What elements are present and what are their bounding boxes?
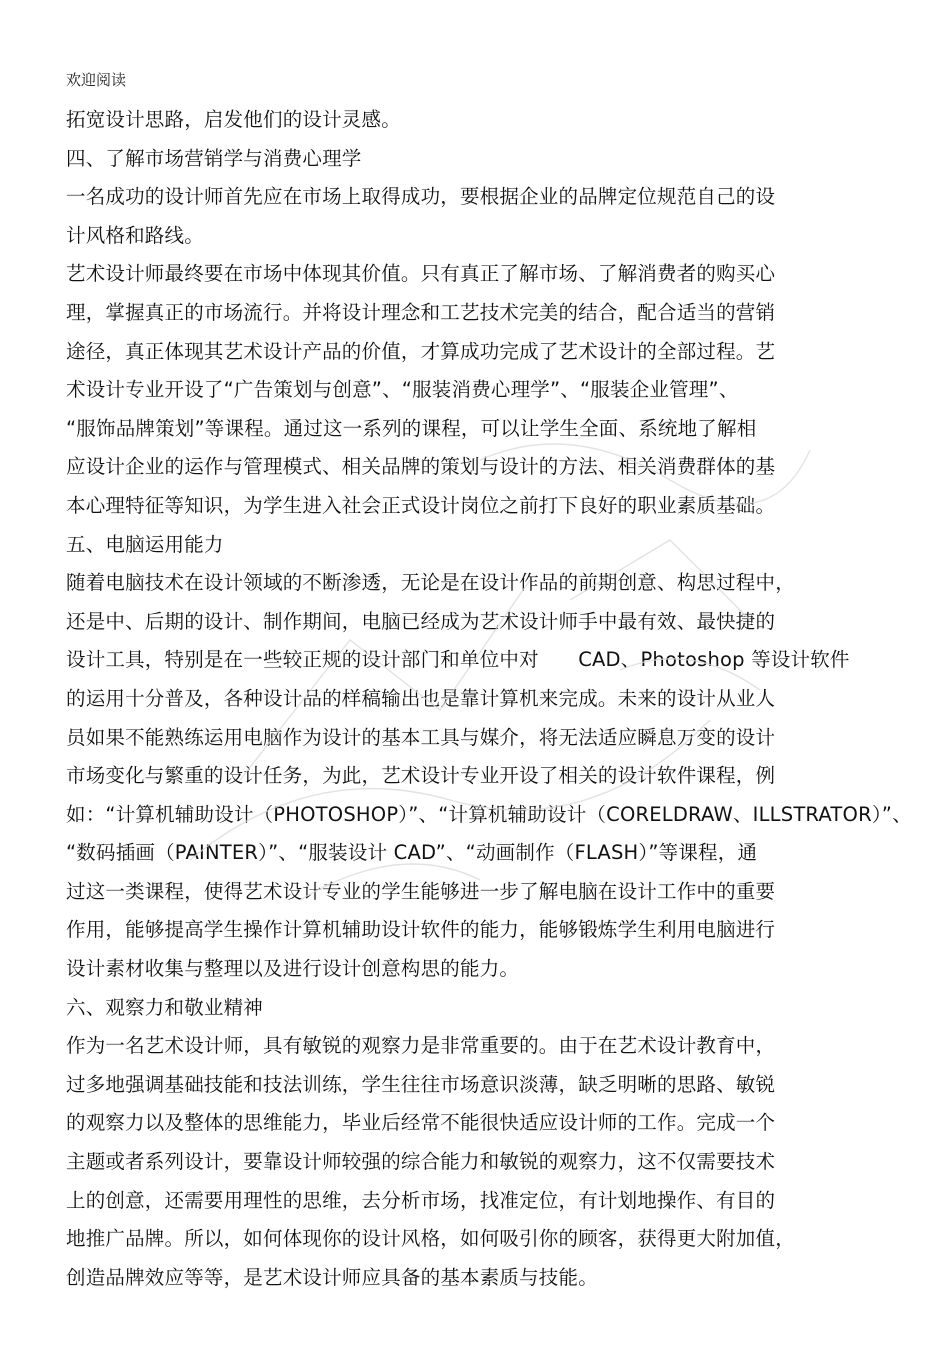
text-line: 过多地强调基础技能和技法训练，学生往往市场意识淡薄，缺乏明晰的思路、敏锐 — [66, 1072, 776, 1096]
page-header-label: 欢迎阅读 — [66, 71, 127, 89]
text-line: 地推广品牌。所以，如何体现你的设计风格，如何吸引你的顾客，获得更大附加值， — [66, 1227, 795, 1251]
text-line: 设计工具，特别是在一些较正规的设计部门和单位中对 CAD、Photoshop 等设计软件 — [66, 648, 850, 672]
text-line: “服饰品牌策划”等课程。通过这一系列的课程，可以让学生全面、系统地了解相 — [66, 416, 757, 440]
text-line: 设计素材收集与整理以及进行设计创意构思的能力。 — [66, 957, 520, 981]
text-line: 本心理特征等知识，为学生进入社会正式设计岗位之前打下良好的职业素质基础。 — [66, 493, 776, 517]
text-line: 一名成功的设计师首先应在市场上取得成功，要根据企业的品牌定位规范自己的设 — [66, 185, 776, 209]
text-line: 应设计企业的运作与管理模式、相关品牌的策划与设计的方法、相关消费群体的基 — [66, 455, 776, 479]
text-line: 作为一名艺术设计师，具有敏锐的观察力是非常重要的。由于在艺术设计教育中， — [66, 1034, 776, 1058]
text-line: 上的创意，还需要用理性的思维，去分析市场，找准定位，有计划地操作、有目的 — [66, 1188, 776, 1212]
text-line: 术设计专业开设了“广告策划与创意”、“服装消费心理学”、“服装企业管理”、 — [66, 378, 739, 402]
body-text — [66, 101, 912, 1297]
text-line: 员如果不能熟练运用电脑作为设计的基本工具与媒介，将无法适应瞬息万变的设计 — [66, 725, 776, 749]
text-line: 拓宽设计思路，启发他们的设计灵感。 — [66, 108, 401, 131]
text-line: 艺术设计师最终要在市场中体现其价值。只有真正了解市场、了解消费者的购买心 — [66, 262, 776, 286]
section-heading: 六、观察力和敬业精神 — [66, 995, 264, 1019]
section-heading: 四、了解市场营销学与消费心理学 — [66, 146, 362, 170]
section-heading: 五、电脑运用能力 — [66, 532, 224, 556]
text-line: 途径，真正体现其艺术设计产品的价值，才算成功完成了艺术设计的全部过程。艺 — [66, 339, 776, 363]
text-line: 市场变化与繁重的设计任务，为此，艺术设计专业开设了相关的设计软件课程，例 — [66, 764, 776, 788]
text-line: 如：“计算机辅助设计（PHOTOSHOP）”、“计算机辅助设计（CORELDRAW、ILLSTRATOR）”、 — [66, 802, 912, 826]
text-line: 理，掌握真正的市场流行。并将设计理念和工艺技术完美的结合，配合适当的营销 — [66, 300, 776, 324]
text-line: 还是中、后期的设计、制作期间，电脑已经成为艺术设计师手中最有效、最快捷的 — [66, 609, 776, 633]
text-line: 计风格和路线。 — [66, 223, 204, 247]
text-line: 作用，能够提高学生操作计算机辅助设计软件的能力，能够锻炼学生利用电脑进行 — [66, 918, 776, 942]
text-line: 的运用十分普及，各种设计品的样稿输出也是靠计算机来完成。未来的设计从业人 — [66, 686, 776, 710]
text-line: 随着电脑技术在设计领域的不断渗透，无论是在设计作品的前期创意、构思过程中， — [66, 571, 795, 595]
text-line: 主题或者系列设计，要靠设计师较强的综合能力和敏锐的观察力，这不仅需要技术 — [66, 1150, 776, 1174]
text-line: 过这一类课程，使得艺术设计专业的学生能够进一步了解电脑在设计工作中的重要 — [66, 879, 776, 903]
text-line: 的观察力以及整体的思维能力，毕业后经常不能很快适应设计师的工作。完成一个 — [66, 1111, 776, 1135]
text-line: 创造品牌效应等等，是艺术设计师应具备的基本素质与技能。 — [66, 1265, 598, 1289]
text-line: “数码插画（PAINTER）”、“服装设计 CAD”、“动画制作（FLASH）”等课程，通 — [66, 841, 758, 865]
